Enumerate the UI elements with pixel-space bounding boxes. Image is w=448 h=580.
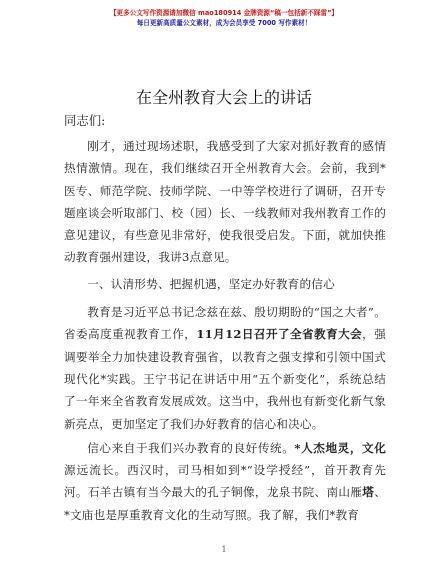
paragraph-3-text-c: 源远流长。西汉时，司马相如到*“设学授经”，首开教育先河。石羊古镇有当今最大的孔子铜像，龙泉书院、南山雁 bbox=[64, 463, 386, 500]
paragraph-3 bbox=[64, 437, 386, 526]
paragraph-3-text-e: 、*文庙也是厚重教育文化的生动写照。我了解，我们*教育 bbox=[64, 485, 386, 522]
banner-line-2: 每日更新高质量公文素材，成为会员享受 7000 写作素材！ bbox=[136, 18, 312, 27]
document-title: 在全州教育大会上的讲话 bbox=[135, 88, 312, 107]
paragraph-2-bold-date: 11月12日召开了全省教育大会 bbox=[196, 327, 363, 342]
paragraph-2 bbox=[64, 301, 386, 435]
paragraph-1: 刚才，通过现场述职，我感受到了大家对抓好教育的感情热情激情。现在，我们继续召开全州教育大会。会前，我到*医专、师范学院、技师学院、一中等学校进行了调研，召开专题座谈会听取部门、校（园）长、一线教师对我州教育工作的意见建议，有些意见非常好，使我很受启发。下面，就加快推动教育强州建设，我讲3点意见。 bbox=[64, 139, 386, 265]
document-body bbox=[64, 135, 386, 528]
banner-line-1: 【更多公文写作资源请加微信 mao180914 金牌资源“稿一包括新不踩雷”】 bbox=[109, 9, 339, 17]
salutation: 同志们: bbox=[64, 113, 106, 128]
section-heading-1: 一、认清形势、把握机遇，坚定办好教育的信心 bbox=[87, 276, 335, 291]
paragraph-3-bold-phrase: *人杰地灵，文化 bbox=[294, 440, 386, 455]
paragraph-2-text-a: 教育是习近平总书记念兹在兹、殷切期盼的“国之大者”。省委高度重视教育工作， bbox=[64, 305, 386, 342]
paragraph-2-text-c: ，强调要举全力加快建设教育强省，以教育之强支撑和引领中国式现代化*实践。王宁书记在讲话中用“五个新变化”，系统总结了一年来全省教育发展成效。这当中，我州也有新变化新气象新亮点，更加坚定了我们办好教育的信心和决心。 bbox=[64, 327, 386, 431]
header-banner bbox=[0, 9, 448, 28]
paragraph-3-text-a: 信心来自于我们兴办教育的良好传统。 bbox=[87, 440, 295, 455]
page-number: 1 bbox=[221, 545, 227, 554]
paragraph-3-bold-ta: 塔 bbox=[362, 485, 375, 500]
